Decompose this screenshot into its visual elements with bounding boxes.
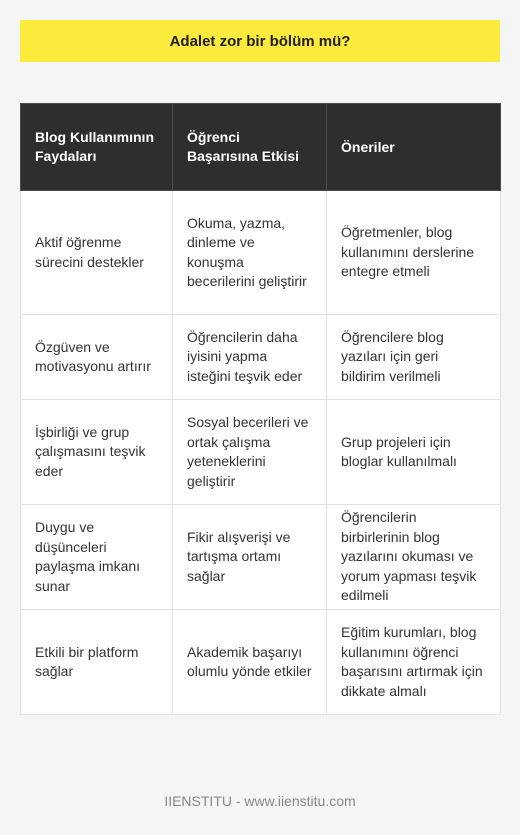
table-row — [21, 610, 501, 715]
table-row — [21, 191, 501, 315]
column-header-effect: Öğrenci Başarısına Etkisi — [173, 104, 327, 191]
benefits-table — [20, 103, 501, 715]
table-cell-benefit: Etkili bir platform sağlar — [21, 610, 173, 715]
table-cell-suggestion: Eğitim kurumları, blog kullanımını öğrenci başarısını artırmak için dikkate almalı — [327, 610, 501, 715]
table-cell-effect: Sosyal becerileri ve ortak çalışma yeteneklerini geliştirir — [173, 400, 327, 505]
table-cell-benefit: Duygu ve düşünceleri paylaşma imkanı sunar — [21, 505, 173, 610]
table-cell-effect: Öğrencilerin daha iyisini yapma isteğini teşvik eder — [173, 315, 327, 400]
table-cell-suggestion: Öğrencilere blog yazıları için geri bildirim verilmeli — [327, 315, 501, 400]
table-cell-effect: Akademik başarıyı olumlu yönde etkiler — [173, 610, 327, 715]
table-row — [21, 505, 501, 610]
table-cell-effect: Fikir alışverişi ve tartışma ortamı sağlar — [173, 505, 327, 610]
table-cell-suggestion: Grup projeleri için bloglar kullanılmalı — [327, 400, 501, 505]
table-cell-suggestion: Öğretmenler, blog kullanımını derslerine entegre etmeli — [327, 191, 501, 315]
page-title: Adalet zor bir bölüm mü? — [20, 20, 500, 62]
column-header-suggestions: Öneriler — [327, 104, 501, 191]
table-cell-benefit: Aktif öğrenme sürecini destekler — [21, 191, 173, 315]
column-header-benefits: Blog Kullanımının Faydaları — [21, 104, 173, 191]
table-cell-benefit: İşbirliği ve grup çalışmasını teşvik eder — [21, 400, 173, 505]
table-header-row — [21, 104, 501, 191]
footer-text: IIENSTITU - www.iienstitu.com — [164, 793, 356, 809]
table-cell-suggestion: Öğrencilerin birbirlerinin blog yazılarını okuması ve yorum yapması teşvik edilmeli — [327, 505, 501, 610]
table-row — [21, 315, 501, 400]
table-cell-benefit: Özgüven ve motivasyonu artırır — [21, 315, 173, 400]
table-cell-effect: Okuma, yazma, dinleme ve konuşma becerilerini geliştirir — [173, 191, 327, 315]
table-row — [21, 400, 501, 505]
